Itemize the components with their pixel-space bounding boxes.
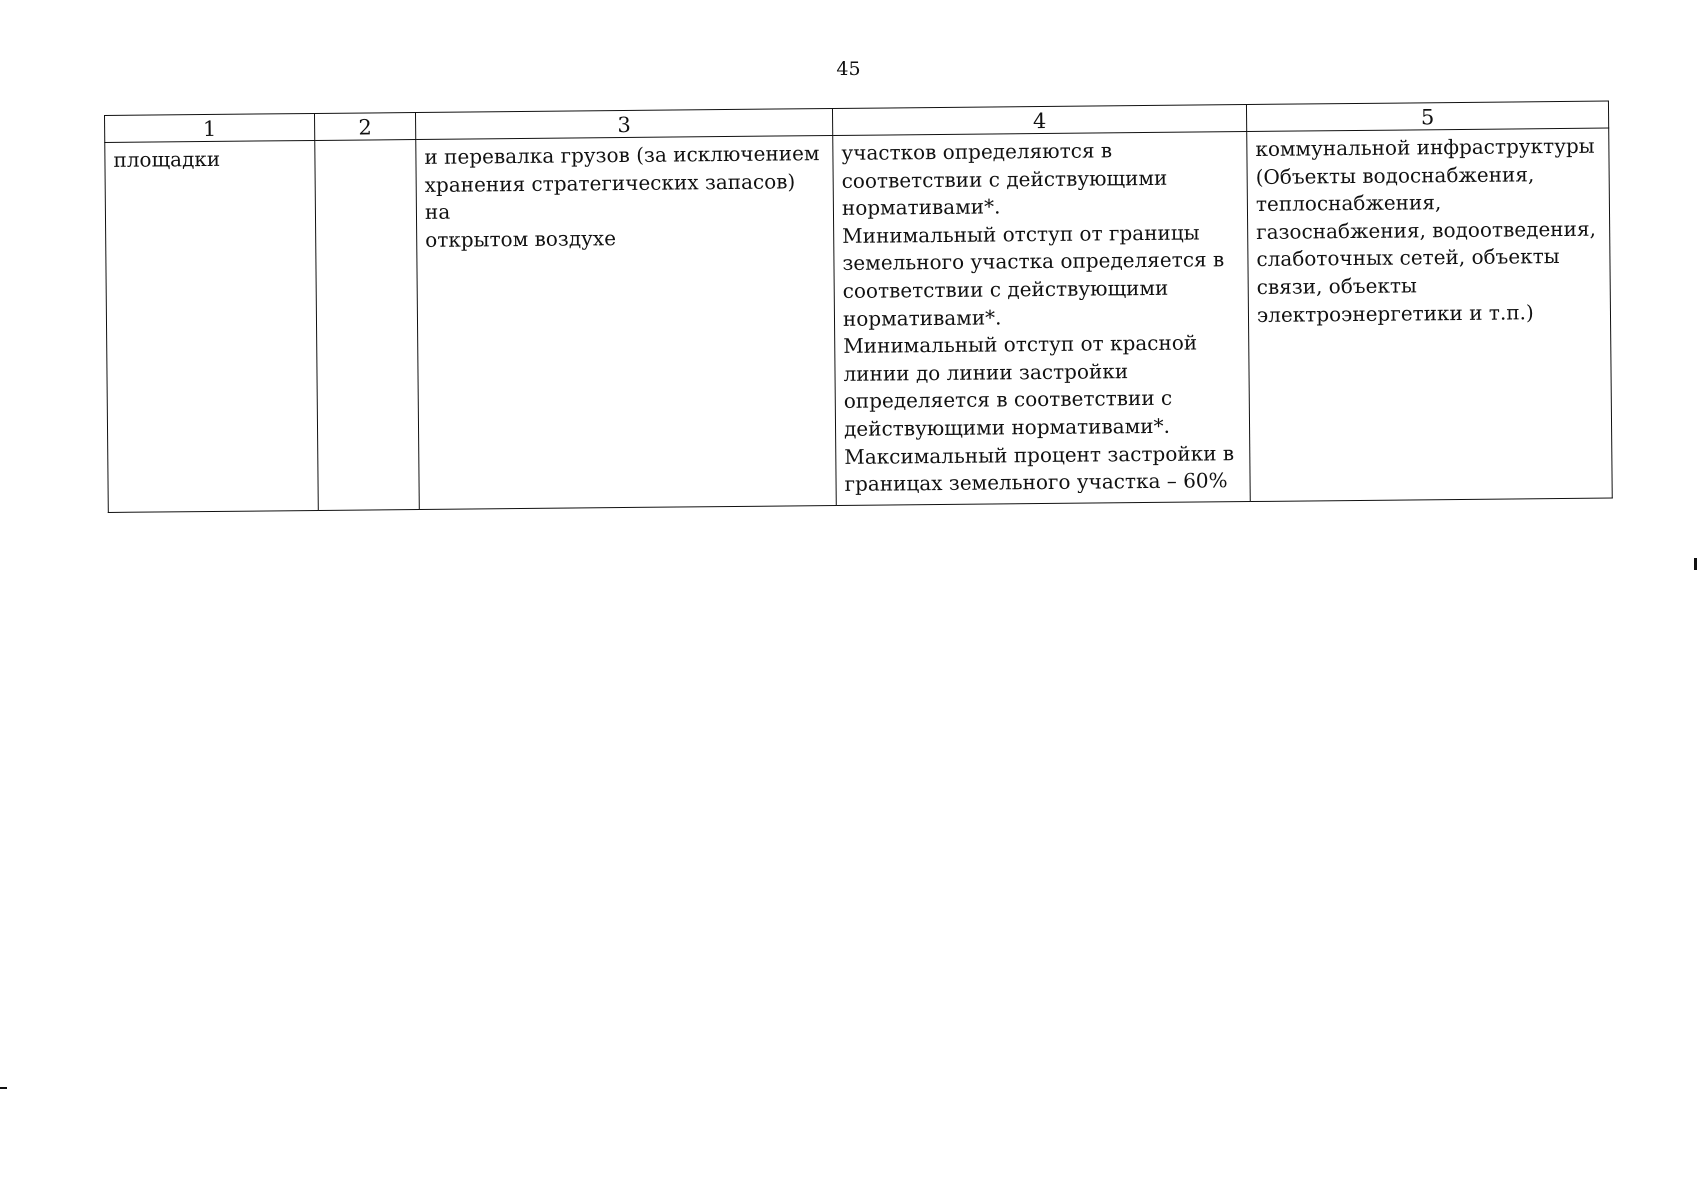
table-cell-col3 bbox=[416, 136, 837, 510]
cell-text-col5: коммунальной инфраструктуры (Объекты водоснабжения, теплоснабжения, газоснабжения, водоотведения, слаботочных сетей, объекты связи, объекты электроэнергетики и т.п.) bbox=[1255, 133, 1596, 327]
column-header-3: 3 bbox=[415, 109, 832, 140]
table-cell-col2 bbox=[315, 140, 420, 511]
cell-text-col3: и перевалка грузов (за исключением хранения стратегических запасов) на открытом воздухе bbox=[424, 141, 820, 252]
table-row bbox=[105, 128, 1612, 512]
zoning-table bbox=[104, 101, 1613, 513]
scan-margin-mark-left bbox=[0, 1087, 7, 1089]
column-header-4: 4 bbox=[832, 105, 1246, 136]
column-header-5: 5 bbox=[1246, 101, 1608, 131]
column-header-2: 2 bbox=[314, 113, 415, 141]
table-cell-col4 bbox=[833, 132, 1251, 506]
page-number: 45 bbox=[836, 58, 861, 80]
zoning-table-container bbox=[104, 101, 1612, 513]
cell-text-col4: участков определяются в соответствии с действующими нормативами*. Минимальный отступ от границы земельного участка определяется в соответствии с действующими нормативами*. Минимальный отступ от красной линии до линии застройки определяется в соответствии с действующими нормативами*. Максимальный процент застройки в границах земельного участка – 60% bbox=[841, 138, 1235, 497]
table-cell-col1 bbox=[105, 140, 319, 512]
table-cell-col5 bbox=[1247, 128, 1613, 501]
column-header-1: 1 bbox=[105, 113, 315, 142]
cell-text-col1: площадки bbox=[113, 146, 221, 172]
cell-text-col2 bbox=[323, 144, 407, 145]
